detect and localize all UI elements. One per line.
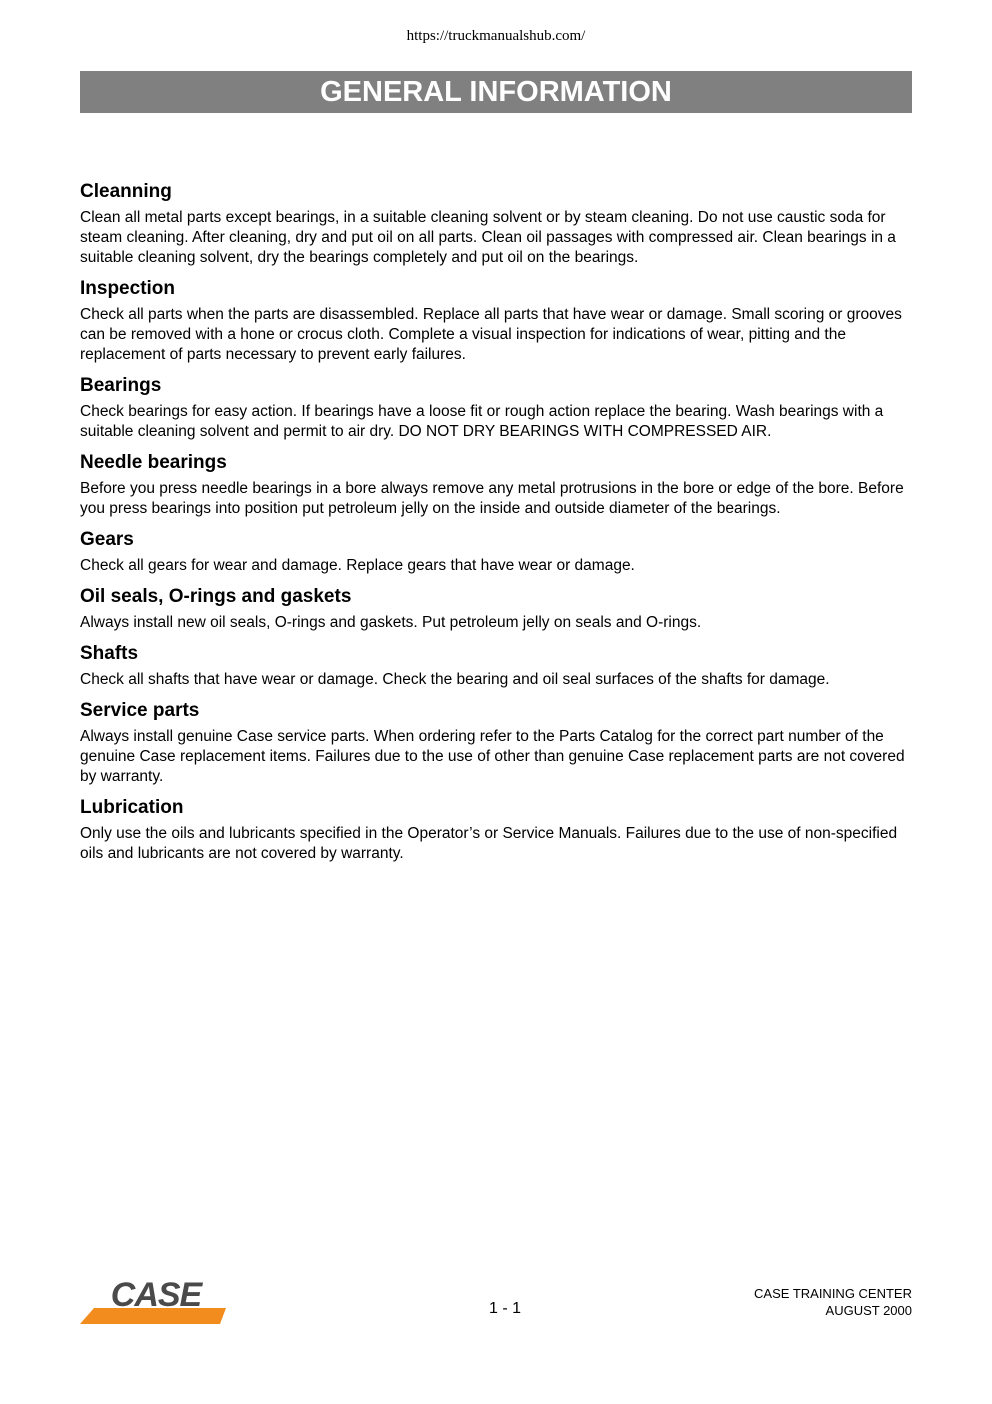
- logo-text: CASE: [110, 1277, 202, 1314]
- source-url: https://truckmanualshub.com/: [406, 28, 586, 44]
- section-cleanning: [80, 181, 916, 268]
- section-heading: Cleanning: [80, 181, 172, 202]
- section-bearings: [80, 375, 916, 442]
- section-text: Always install genuine Case service parts. When ordering refer to the Parts Catalog for the correct part number of the genuine Case replacement items. Failures due to the use of other than genuine Case replacement parts are not covered by warranty.: [80, 728, 905, 785]
- page-title: GENERAL INFORMATION: [320, 75, 672, 108]
- section-heading: Service parts: [80, 700, 200, 721]
- section-heading: Bearings: [80, 375, 162, 396]
- section-text: Only use the oils and lubricants specified in the Operator’s or Service Manuals. Failures due to the use of non-specified oils and lubricants are not covered by warranty.: [80, 825, 898, 862]
- section-heading: Needle bearings: [80, 452, 227, 473]
- section-text: Clean all metal parts except bearings, in a suitable cleaning solvent or by steam cleaning. Do not use caustic soda for steam cleaning. After cleaning, dry and put oil on all parts. Clean oil passages with compressed air. Clean bearings in a suitable cleaning solvent, dry the bearings completely and put oil on the bearings.: [80, 209, 896, 266]
- section-text: Check bearings for easy action. If bearings have a loose fit or rough action replace the bearing. Wash bearings with a suitable cleaning solvent and permit to air dry. DO NOT DRY BEARINGS WITH COMPRESSED AIR.: [80, 403, 884, 440]
- section-heading: Inspection: [80, 278, 176, 299]
- section-text: Check all gears for wear and damage. Replace gears that have wear or damage.: [80, 557, 635, 574]
- section-service-parts: [80, 700, 916, 787]
- main-content: [80, 181, 916, 874]
- section-oil-seals: [80, 586, 916, 633]
- section-heading: Gears: [80, 529, 134, 550]
- page-title-banner: [80, 71, 912, 113]
- section-text: Before you press needle bearings in a bore always remove any metal protrusions in the bore or edge of the bore. Before you press bearings into position put petroleum jelly on the inside and outside diameter of the bearings.: [80, 480, 904, 517]
- section-lubrication: [80, 797, 916, 864]
- footer-org: CASE TRAINING CENTER: [754, 1286, 912, 1301]
- section-heading: Shafts: [80, 643, 139, 664]
- section-text: Always install new oil seals, O-rings and gaskets. Put petroleum jelly on seals and O-rings.: [80, 614, 702, 631]
- footer-info: [754, 1285, 912, 1319]
- section-gears: [80, 529, 916, 576]
- section-needle-bearings: [80, 452, 916, 519]
- section-text: Check all shafts that have wear or damage. Check the bearing and oil seal surfaces of the shafts for damage.: [80, 671, 830, 688]
- footer-date: AUGUST 2000: [825, 1303, 912, 1318]
- section-shafts: [80, 643, 916, 690]
- section-text: Check all parts when the parts are disassembled. Replace all parts that have wear or damage. Small scoring or grooves can be removed with a hone or crocus cloth. Complete a visual inspection for indications of wear, pitting and the replacement of parts necessary to prevent early failures.: [80, 306, 902, 363]
- section-heading: Oil seals, O-rings and gaskets: [80, 586, 352, 607]
- section-heading: Lubrication: [80, 797, 184, 818]
- page-number: 1 - 1: [488, 1300, 521, 1317]
- section-inspection: [80, 278, 916, 365]
